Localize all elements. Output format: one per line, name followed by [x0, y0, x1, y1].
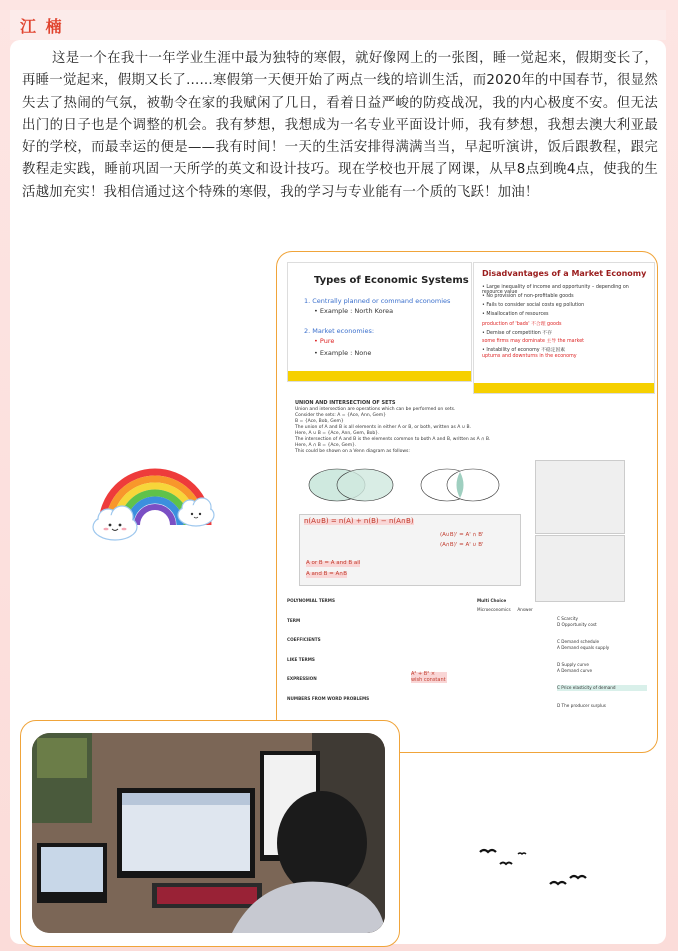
notes-heading: UNION AND INTERSECTION OF SETS [295, 400, 396, 406]
slide-bullet: • Fails to consider social costs eg pollution [482, 303, 585, 308]
study-notes-collage [276, 251, 658, 753]
notes-heading: TERM [287, 617, 301, 623]
notes-line: The intersection of A and B is the elements common to both A and B, written as A ∩ B. [295, 437, 491, 442]
notes-subheading: Answer [517, 606, 533, 612]
handwritten-note: (A∩B)' = A' ∪ B' [440, 542, 484, 548]
notes-heading: COEFFICIENTS [287, 637, 321, 642]
slide-bullet: upturns and downturns in the economy [482, 354, 577, 359]
slide-title: Disadvantages of a Market Economy [482, 269, 647, 278]
notes-heading: EXPRESSION [287, 676, 317, 681]
rainbow-icon [90, 455, 220, 545]
slide-footer-bar [288, 371, 471, 381]
handwritten-note: A and B = A∩B [306, 571, 348, 577]
notes-line: Here, A ∪ B = {Ace, Ann, Gem, Bob}. [295, 431, 380, 436]
handwritten-notes-panel [299, 514, 521, 586]
slide-item: • Example : North Korea [314, 307, 394, 315]
answer-option: C Scarcity [557, 616, 578, 621]
notes-heading: LIKE TERMS [287, 656, 315, 662]
notes-subheading: Microeconomics [477, 606, 511, 612]
handwritten-sketch [535, 535, 625, 602]
multi-choice-notes [477, 598, 647, 708]
notes-line: B = {Ace, Bob, Gem} [295, 419, 344, 424]
slide-footer-bar [474, 383, 654, 393]
slide-bullet: • Large inequality of income and opportunity – depending on resource value [482, 285, 629, 295]
name-bar [10, 10, 666, 40]
market-economy-slide [473, 262, 655, 394]
handwritten-note: A² + B² × wish constant [411, 671, 446, 683]
answer-option: A Demand curve [557, 667, 593, 673]
slide-title: Types of Economic Systems [314, 275, 469, 286]
notes-line: Consider the sets: A = {Ace, Ann, Gem} [295, 413, 387, 418]
slide-item: 1. Centrally planned or command economies [304, 297, 451, 305]
notes-line: Here, A ∩ B = {Ace, Gem}. [295, 443, 357, 448]
slide-item: • Pure [314, 337, 335, 345]
notes-line: The union of A and B is all elements in either A or B, or both, written as A ∪ B. [295, 425, 471, 430]
notes-line: Union and intersection are operations which can be performed on sets. [295, 407, 456, 412]
cloud-left-icon [93, 506, 137, 540]
polynomial-notes [287, 598, 407, 701]
answer-option: A Demand equals supply [557, 644, 610, 650]
essay-paragraph: 这是一个在我十一年学业生涯中最为独特的寒假，就好像网上的一张图，睡一觉起来，假期变长了，再睡一觉起来，假期又长了......寒假第一天便开始了两点一线的培训生活，而2020年的中国春节，很显然失去了热闹的气氛，被勒令在家的我赋闲了几日，看着日益严峻的防疫战况，我的内心极度不安。但无法出门的日子也是个调整的机会。我有梦想，我想成为一名专业平面设计师，我有梦想，我想去澳大利亚最好的学校，而最幸运的便是——我有时间！一天的生活安排得满满当当，早起听演讲，饭后跟教程，跟完教程走实践，睡前巩固一天所学的英文和设计技巧。现在学校也开展了网课，从早8点到晚4点，使我的生活越加充实！我相信通过这个特殊的寒假，我的学习与专业能有一个质的飞跃！加油！ [22, 51, 658, 200]
sets-notes [295, 400, 545, 455]
notes-heading: POLYNOMIAL TERMS [287, 598, 335, 603]
student-photo [32, 733, 385, 933]
student-name: 江 楠 [20, 17, 64, 36]
slide-bullet: production of 'bads' 不合理 goods [482, 322, 562, 327]
notes-heading: Multi Choice [477, 598, 507, 603]
slide-bullet: • Misallocation of resources [482, 312, 549, 317]
venn-diagrams [297, 457, 542, 512]
birds-icon [478, 846, 588, 894]
answer-option: D Opportunity cost [557, 621, 597, 627]
economic-systems-slide [287, 262, 472, 382]
notes-heading: NUMBERS FROM WORD PROBLEMS [287, 695, 370, 701]
handwritten-note: n(A∪B) = n(A) + n(B) − n(A∩B) [304, 517, 414, 525]
notes-line: This could be shown on a Venn diagram as follows: [295, 449, 410, 454]
handwritten-note: (A∪B)' = A' ∩ B' [440, 532, 484, 538]
slide-bullet: some firms may dominate 主导 the market [482, 339, 585, 344]
handwritten-note: A or B = A and B all [306, 560, 361, 566]
answer-option: D The producer surplus [557, 702, 606, 708]
slide-bullet: • Demise of competition 不存 [482, 331, 552, 336]
answer-option: C Demand schedule [557, 639, 600, 644]
slide-bullet: • No provision of non-profitable goods [482, 294, 574, 299]
handwritten-sketch [535, 460, 625, 534]
answer-option: D Supply curve [557, 662, 589, 667]
slide-item: • Example : None [314, 349, 372, 357]
answer-option: C Price elasticity of demand [557, 685, 647, 691]
slide-bullet: • Instability of economy 不稳定因素 [482, 348, 566, 353]
slide-item: 2. Market economies: [304, 327, 375, 335]
